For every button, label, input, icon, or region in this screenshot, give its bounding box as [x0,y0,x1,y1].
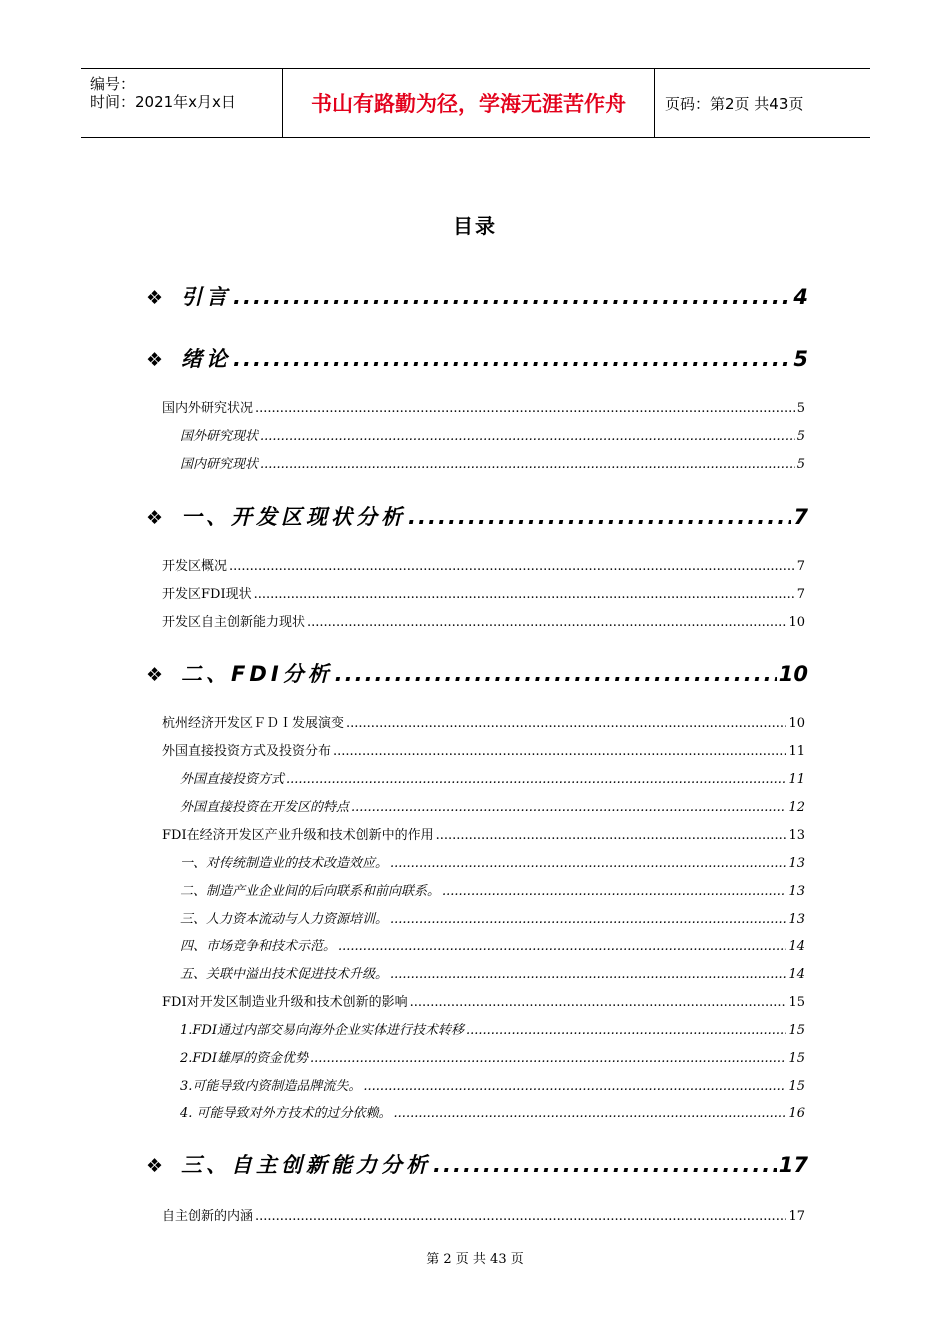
dot-leader [229,559,795,574]
dot-leader [390,967,786,982]
page-header [81,68,870,138]
toc-entry-text: 四、市场竞争和技术示范。 [180,939,337,954]
toc-entry-level-2[interactable] [162,583,805,602]
toc-entry-level-2[interactable] [162,824,805,843]
toc-entry-text: 外国直接投资方式及投资分布 [162,744,332,759]
toc-entry-level-3[interactable] [180,935,805,954]
toc-entry-level-2[interactable] [162,712,805,731]
toc-page-number: 17 [788,1209,805,1224]
toc-entry-text: 二、制造产业企业间的后向联系和前向联系。 [180,884,441,899]
toc-page-number: 10 [788,716,805,731]
dot-leader [310,1051,786,1066]
toc-entry-level-3[interactable] [180,1019,805,1038]
toc-entry-text: 开发区FDI现状 [162,587,252,602]
toc-page-number: 13 [788,856,805,871]
toc-entry-level-2[interactable] [162,740,805,759]
diamond-bullet-icon: ❖ [146,287,164,309]
toc-entry-text: 开发区自主创新能力现状 [162,615,306,630]
toc-page-number: 15 [788,1079,805,1094]
dot-leader [394,1106,787,1121]
toc-entry-text: FDI对开发区制造业升级和技术创新的影响 [162,995,408,1010]
toc-page-number: 10 [788,615,805,630]
dot-leader [307,615,786,630]
toc-entry-level-3[interactable] [180,1075,805,1094]
toc-page-number: 13 [788,828,805,843]
toc-page-number: 15 [788,1023,805,1038]
toc-entry-level-1[interactable] [146,658,808,688]
toc-page-number: 17 [778,1153,808,1177]
toc-entry-text: 五、关联中溢出技术促进技术升级。 [180,967,389,982]
toc-page-number: 7 [796,587,805,602]
toc-page-number: 10 [778,662,808,686]
toc-entry-text: 3.可能导致内资制造品牌流失。 [180,1079,362,1094]
toc-page-number: 14 [788,967,805,982]
diamond-bullet-icon: ❖ [146,349,164,371]
toc-entry-text: FDI在经济开发区产业升级和技术创新中的作用 [162,828,434,843]
toc-entry-text: 一、对传统制造业的技术改造效应。 [180,856,389,871]
dot-leader [255,1209,786,1224]
toc-entry-level-1[interactable] [146,343,808,373]
toc-entry-level-1[interactable] [146,281,808,311]
toc-entry-level-1[interactable] [146,501,808,531]
toc-page-number: 7 [796,559,805,574]
time-label: 时间：2021年x月x日 [90,93,236,111]
diamond-bullet-icon: ❖ [146,507,164,529]
toc-entry-text: 杭州经济开发区ＦＤＩ发展演变 [162,716,345,731]
dot-leader [286,772,786,787]
header-motto: 书山有路勤为径，学海无涯苦作舟 [283,69,655,137]
toc-entry-level-3[interactable] [180,963,805,982]
toc-entry-text: 自主创新的内涵 [162,1209,254,1224]
toc-title: 目录 [453,214,497,238]
dot-leader [390,912,786,927]
number-label: 编号： [90,75,136,93]
toc-entry-level-3[interactable] [180,796,805,815]
toc-entry-level-3[interactable] [180,1102,805,1121]
toc-page-number: 15 [788,995,805,1010]
dot-leader [408,505,791,529]
dot-leader [436,828,787,843]
toc-entry-text: 国内研究现状 [180,457,259,472]
toc-page-number: 11 [788,772,805,787]
toc-entry-level-2[interactable] [162,611,805,630]
toc-page-number: 16 [788,1106,805,1121]
dot-leader [351,800,786,815]
toc-entry-level-3[interactable] [180,908,805,927]
dot-leader [233,347,791,371]
toc-page-number: 5 [796,457,805,472]
header-page-label: 页码：第2页 共43页 [665,94,804,113]
dot-leader [410,995,787,1010]
toc-entry-level-2[interactable] [162,397,805,416]
toc-entry-level-1[interactable] [146,1149,808,1179]
toc-entry-text: 三、人力资本流动与人力资源培训。 [180,912,389,927]
toc-entry-level-3[interactable] [180,852,805,871]
toc-entry-level-3[interactable] [180,425,805,444]
toc-entry-level-3[interactable] [180,880,805,899]
toc-entry-text: 国内外研究状况 [162,401,254,416]
dot-leader [335,662,777,686]
toc-entry-text: 外国直接投资在开发区的特点 [180,800,350,815]
diamond-bullet-icon: ❖ [146,1155,164,1177]
toc-entry-level-3[interactable] [180,1047,805,1066]
toc-entry-text: 二、FDI分析 [181,662,333,686]
dot-leader [338,939,786,954]
dot-leader [390,856,786,871]
dot-leader [254,587,795,602]
dot-leader [233,285,791,309]
toc-page-number: 4 [793,285,808,309]
toc-entry-text: 2.FDI雄厚的资金优势 [180,1051,308,1066]
toc-entry-text: 一、开发区现状分析 [181,505,407,529]
header-meta-cell [81,69,283,137]
toc-entry-text: 国外研究现状 [180,429,259,444]
toc-entry-level-2[interactable] [162,555,805,574]
toc-entry-text: 外国直接投资方式 [180,772,285,787]
dot-leader [346,716,786,731]
toc-page-number: 7 [793,505,808,529]
toc-page-number: 5 [793,347,808,371]
dot-leader [260,429,795,444]
toc-page-number: 5 [796,401,805,416]
toc-entry-text: 4. 可能导致对外方技术的过分依赖。 [180,1106,392,1121]
toc-entry-text: 开发区概况 [162,559,228,574]
dot-leader [466,1023,786,1038]
dot-leader [255,401,795,416]
toc-entry-text: 1.FDI通过内部交易向海外企业实体进行技术转移 [180,1023,464,1038]
toc-page-number: 15 [788,1051,805,1066]
dot-leader [260,457,795,472]
toc-entry-level-3[interactable] [180,453,805,472]
toc-page-number: 12 [788,800,805,815]
toc-entry-level-3[interactable] [180,768,805,787]
toc-entry-text: 引言 [181,285,232,309]
page-footer: 第 2 页 共 43 页 [426,1252,524,1267]
dot-leader [442,884,786,899]
toc-page-number: 13 [788,912,805,927]
dot-leader [433,1153,777,1177]
toc-entry-text: 绪论 [181,347,232,371]
diamond-bullet-icon: ❖ [146,664,164,686]
toc-entry-level-2[interactable] [162,991,805,1010]
dot-leader [363,1079,786,1094]
toc-page-number: 11 [788,744,805,759]
dot-leader [333,744,786,759]
toc-entry-level-2[interactable] [162,1205,805,1224]
toc-page-number: 13 [788,884,805,899]
toc-page-number: 14 [788,939,805,954]
toc-entry-text: 三、自主创新能力分析 [181,1153,432,1177]
toc-page-number: 5 [796,429,805,444]
